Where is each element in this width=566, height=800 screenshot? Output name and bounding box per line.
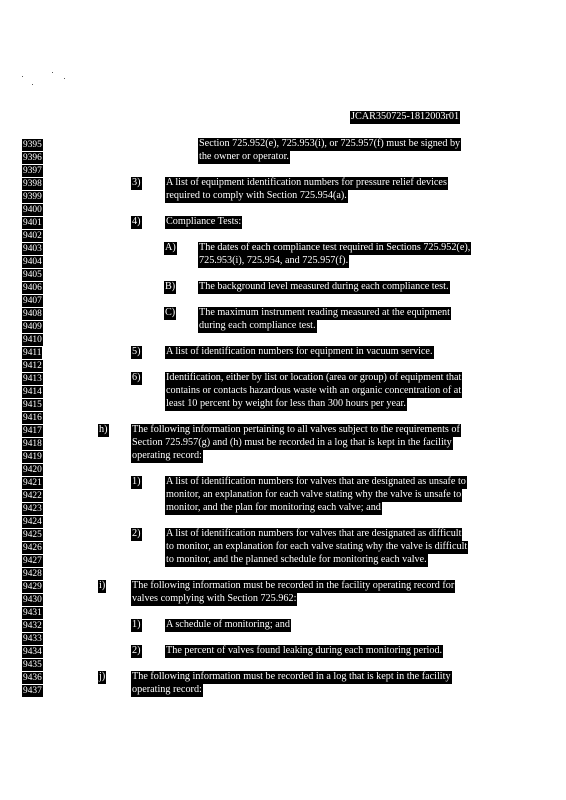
line-number: 9416 (23, 412, 42, 423)
item-marker: h) (99, 424, 108, 435)
line-number: 9400 (23, 204, 42, 215)
line-number: 9415 (23, 399, 42, 410)
line-number: 9409 (23, 321, 42, 332)
line-number: 9424 (23, 516, 42, 527)
line-number: 9427 (23, 555, 42, 566)
line-number: 9403 (23, 243, 42, 254)
text-line: Identification, either by list or location (area or group) of equipment that (166, 372, 462, 383)
item-marker: 2) (132, 645, 141, 656)
text-line: valves complying with Section 725.962: (132, 593, 297, 604)
line-number: 9435 (23, 659, 42, 670)
item-marker: 6) (132, 372, 141, 383)
text-line: The maximum instrument reading measured at the equipment (199, 307, 450, 318)
document-code: JCAR350725-1812003r01 (351, 111, 460, 122)
line-number: 9407 (23, 295, 42, 306)
text-line: operating record: (132, 684, 202, 695)
line-number: 9423 (23, 503, 42, 514)
line-number: 9428 (23, 568, 42, 579)
text-line: The following information must be recorded in a log that is kept in the facility (132, 671, 451, 682)
item-marker: 1) (132, 476, 141, 487)
item-marker: 4) (132, 216, 141, 227)
line-number: 9430 (23, 594, 42, 605)
line-number: 9431 (23, 607, 42, 618)
line-number: 9408 (23, 308, 42, 319)
text-line: A list of equipment identification numbers for pressure relief devices (166, 177, 447, 188)
text-line: The following information must be recorded in the facility operating record for (132, 580, 455, 591)
line-number: 9434 (23, 646, 42, 657)
text-line: during each compliance test. (199, 320, 316, 331)
item-marker: 5) (132, 346, 141, 357)
text-line: The percent of valves found leaking during each monitoring period. (166, 645, 443, 656)
line-number: 9414 (23, 386, 42, 397)
line-number: 9402 (23, 230, 42, 241)
text-line: 725.953(i), 725.954, and 725.957(f). (199, 255, 349, 266)
line-number: 9436 (23, 672, 42, 683)
item-marker: 3) (132, 177, 141, 188)
text-line: The background level measured during each compliance test. (199, 281, 449, 292)
item-marker: 1) (132, 619, 141, 630)
line-number: 9406 (23, 282, 42, 293)
line-number: 9405 (23, 269, 42, 280)
item-marker: i) (99, 580, 106, 591)
line-number: 9410 (23, 334, 42, 345)
line-number: 9437 (23, 685, 42, 696)
line-number: 9411 (23, 347, 42, 358)
text-line: contains or contacts hazardous waste with an organic concentration of at (166, 385, 462, 396)
item-marker: j) (99, 671, 106, 682)
line-number: 9433 (23, 633, 42, 644)
line-number: 9421 (23, 477, 42, 488)
item-marker: A) (165, 242, 176, 253)
text-line: A list of identification numbers for valves that are designated as unsafe to (166, 476, 466, 487)
line-number: 9401 (23, 217, 42, 228)
text-line: to monitor, and the planned schedule for monitoring each valve. (166, 554, 427, 565)
line-number: 9399 (23, 191, 42, 202)
text-line: least 10 percent by weight for less than 300 hours per year. (166, 398, 406, 409)
line-number: 9404 (23, 256, 42, 267)
item-marker: 2) (132, 528, 141, 539)
text-line: Compliance Tests: (166, 216, 242, 227)
text-line: Section 725.952(e), 725.953(i), or 725.957(f) must be signed by (199, 138, 461, 149)
line-number: 9426 (23, 542, 42, 553)
text-line: A list of identification numbers for equipment in vacuum service. (166, 346, 433, 357)
text-line: required to comply with Section 725.954(a). (166, 190, 347, 201)
line-number: 9412 (23, 360, 42, 371)
text-line: monitor, an explanation for each valve stating why the valve is unsafe to (166, 489, 462, 500)
text-line: A schedule of monitoring; and (166, 619, 290, 630)
text-line: Section 725.957(g) and (h) must be recorded in a log that is kept in the facility (132, 437, 452, 448)
line-number: 9396 (23, 152, 42, 163)
line-number: 9418 (23, 438, 42, 449)
text-line: monitor, and the plan for monitoring each valve; and (166, 502, 381, 513)
text-line: A list of identification numbers for valves that are designated as difficult (166, 528, 462, 539)
line-number: 9398 (23, 178, 42, 189)
text-line: The following information pertaining to all valves subject to the requirements of (132, 424, 460, 435)
line-number: 9422 (23, 490, 42, 501)
item-marker: C) (165, 307, 176, 318)
line-number: 9397 (23, 165, 42, 176)
line-number: 9417 (23, 425, 42, 436)
line-number: 9420 (23, 464, 42, 475)
line-number: 9413 (23, 373, 42, 384)
text-line: to monitor, an explanation for each valve stating why the valve is difficult (166, 541, 468, 552)
text-line: The dates of each compliance test required in Sections 725.952(e), (199, 242, 471, 253)
item-marker: B) (165, 281, 176, 292)
line-number: 9429 (23, 581, 42, 592)
line-number: 9432 (23, 620, 42, 631)
line-number: 9425 (23, 529, 42, 540)
line-number: 9395 (23, 139, 42, 150)
line-number: 9419 (23, 451, 42, 462)
text-line: operating record: (132, 450, 202, 461)
text-line: the owner or operator. (199, 151, 289, 162)
